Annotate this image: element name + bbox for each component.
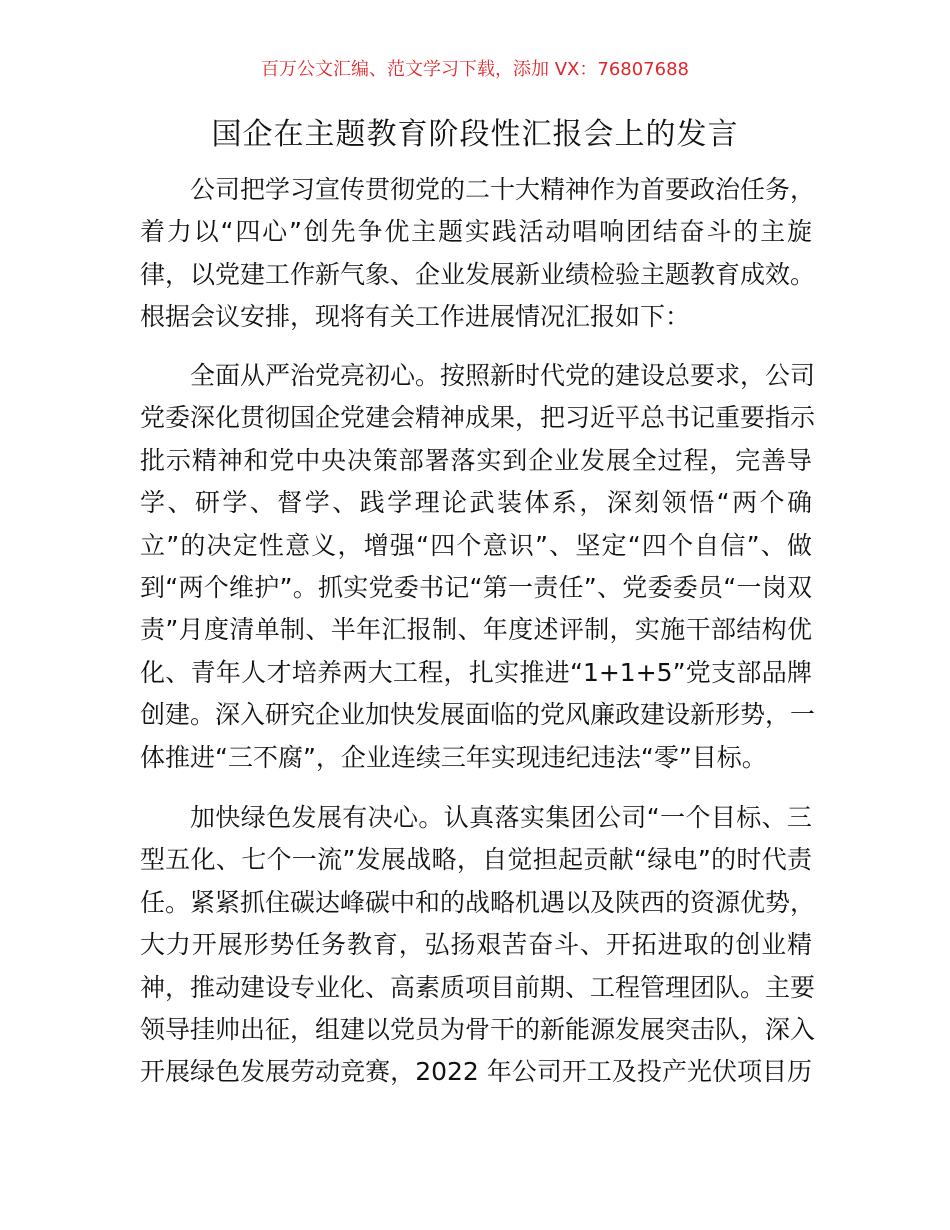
- text-line: 领导挂帅出征，组建以党员为骨干的新能源发展突击队，深入: [140, 1014, 816, 1044]
- text-line: 到“两个维护”。抓实党委书记“第一责任”、党委委员“一岗双: [140, 572, 812, 602]
- paragraph-party-governance: [140, 355, 816, 779]
- text-line: 批示精神和党中央决策部署落实到企业发展全过程，完善导: [140, 445, 812, 475]
- text-line: 化、青年人才培养两大工程，扎实推进“1+1+5”党支部品牌: [140, 657, 812, 687]
- text-line: 大力开展形势任务教育，弘扬艰苦奋斗、开拓进取的创业精: [140, 930, 812, 960]
- text-line: 体推进“三不腐”，企业连续三年实现违纪违法“零”目标。: [140, 742, 767, 772]
- text-line: 神，推动建设专业化、高素质项目前期、工程管理团队。主要: [140, 972, 816, 1002]
- text-line: 加快绿色发展有决心。认真落实集团公司“一个目标、三: [190, 803, 812, 832]
- text-line: 学、研学、督学、践学理论武装体系，深刻领悟“两个确: [140, 488, 812, 518]
- text-line: 着力以“四心”创先争优主题实践活动唱响团结奋斗的主旋: [140, 217, 812, 247]
- text-line: 公司把学习宣传贯彻党的二十大精神作为首要政治任务，: [190, 175, 816, 204]
- text-line: 创建。深入研究企业加快发展面临的党风廉政建设新形势，一: [140, 700, 816, 730]
- text-line: 任。紧紧抓住碳达峰碳中和的战略机遇以及陕西的资源优势，: [140, 887, 816, 917]
- text-line: 根据会议安排，现将有关工作进展情况汇报如下：: [140, 302, 691, 332]
- text-line: 型五化、七个一流”发展战略，自觉担起贡献“绿电”的时代责: [140, 845, 812, 875]
- text-line: 开展绿色发展劳动竞赛，2022 年公司开工及投产光伏项目历: [140, 1057, 812, 1087]
- text-line: 责”月度清单制、半年汇报制、年度述评制，实施干部结构优: [140, 615, 812, 645]
- text-line: 立”的决定性意义，增强“四个意识”、坚定“四个自信”、做: [140, 530, 812, 560]
- paragraph-green-development: [140, 797, 816, 1094]
- text-line: 律，以党建工作新气象、企业发展新业绩检验主题教育成效。: [140, 259, 816, 289]
- document-title: 国企在主题教育阶段性汇报会上的发言: [211, 117, 739, 152]
- paragraph-intro: [140, 169, 816, 339]
- text-line: 全面从严治党亮初心。按照新时代党的建设总要求，公司: [190, 361, 816, 390]
- watermark-header: 百万公文汇编、范文学习下载，添加 VX：76807688: [261, 59, 689, 80]
- text-line: 党委深化贯彻国企党建会精神成果，把习近平总书记重要指示: [140, 403, 816, 433]
